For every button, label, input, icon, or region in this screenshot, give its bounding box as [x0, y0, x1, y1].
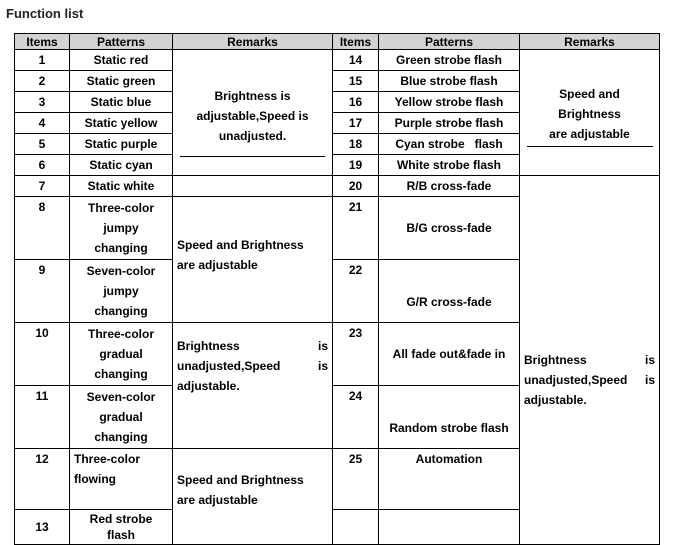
function-table: [14, 33, 660, 545]
col-header-items: Items: [15, 34, 70, 50]
pattern-name: Yellow strobe flash: [379, 92, 520, 113]
col-header-remarks-2: Remarks: [520, 34, 660, 50]
item-number: 14: [333, 50, 379, 71]
col-header-patterns: Patterns: [70, 34, 173, 50]
pattern-name: Static blue: [70, 92, 173, 113]
remark-speed-brightness-adjustable: Speed and Brightness are adjustable: [173, 197, 333, 323]
pattern-name: Static red: [70, 50, 173, 71]
table-row: [15, 50, 660, 71]
pattern-name: R/B cross-fade: [379, 176, 520, 197]
remark-speed-brightness-adjustable: Speed and Brightness are adjustable: [173, 449, 333, 545]
item-number: 2: [15, 71, 70, 92]
pattern-name: Three-color gradual changing: [70, 323, 173, 386]
pattern-name: Static white: [70, 176, 173, 197]
pattern-name: Static cyan: [70, 155, 173, 176]
pattern-name: Random strobe flash: [379, 386, 520, 449]
pattern-name: G/R cross-fade: [379, 260, 520, 323]
pattern-name: Static yellow: [70, 113, 173, 134]
item-number: 13: [15, 510, 70, 545]
pattern-name: Blue strobe flash: [379, 71, 520, 92]
item-number: 16: [333, 92, 379, 113]
item-number: 7: [15, 176, 70, 197]
item-number: 6: [15, 155, 70, 176]
remark-speed-brightness-adjustable: Speed and Brightness are adjustable: [520, 50, 660, 176]
item-number: 18: [333, 134, 379, 155]
pattern-name: Three-color flowing: [70, 449, 173, 510]
item-number: 3: [15, 92, 70, 113]
pattern-name: Automation: [379, 449, 520, 510]
header-row: [15, 34, 660, 50]
pattern-name: White strobe flash: [379, 155, 520, 176]
item-number: 19: [333, 155, 379, 176]
pattern-name: Green strobe flash: [379, 50, 520, 71]
item-number: 24: [333, 386, 379, 449]
item-number: 22: [333, 260, 379, 323]
remark-brightness-adjustable: Brightness is adjustable,Speed is unadjusted.: [173, 50, 333, 176]
item-number: 1: [15, 50, 70, 71]
page-title: Function list: [6, 6, 84, 21]
item-number: 12: [15, 449, 70, 510]
pattern-name: Purple strobe flash: [379, 113, 520, 134]
item-number: 17: [333, 113, 379, 134]
remark-brightness-unadjusted: Brightness is unadjusted,Speed is adjustable.: [173, 323, 333, 449]
item-number: 4: [15, 113, 70, 134]
item-number: 21: [333, 197, 379, 260]
col-header-patterns-2: Patterns: [379, 34, 520, 50]
empty-cell: [379, 510, 520, 545]
pattern-name: All fade out&fade in: [379, 323, 520, 386]
pattern-name: Static purple: [70, 134, 173, 155]
col-header-remarks: Remarks: [173, 34, 333, 50]
pattern-name: Red strobe flash: [70, 510, 173, 545]
item-number: 9: [15, 260, 70, 323]
item-number: 11: [15, 386, 70, 449]
pattern-name: Static green: [70, 71, 173, 92]
item-number: 5: [15, 134, 70, 155]
item-number: 10: [15, 323, 70, 386]
item-number: 25: [333, 449, 379, 510]
pattern-name: Three-color jumpy changing: [70, 197, 173, 260]
item-number: 23: [333, 323, 379, 386]
col-header-items-2: Items: [333, 34, 379, 50]
remark-brightness-unadjusted: Brightness is unadjusted,Speed is adjustable.: [520, 176, 660, 545]
pattern-name: Cyan strobe flash: [379, 134, 520, 155]
item-number: 15: [333, 71, 379, 92]
pattern-name: B/G cross-fade: [379, 197, 520, 260]
item-number: 8: [15, 197, 70, 260]
pattern-name: Seven-color jumpy changing: [70, 260, 173, 323]
empty-cell: [333, 510, 379, 545]
pattern-name: Seven-color gradual changing: [70, 386, 173, 449]
table-row: [15, 176, 660, 197]
item-number: 20: [333, 176, 379, 197]
remark-empty: [173, 176, 333, 197]
